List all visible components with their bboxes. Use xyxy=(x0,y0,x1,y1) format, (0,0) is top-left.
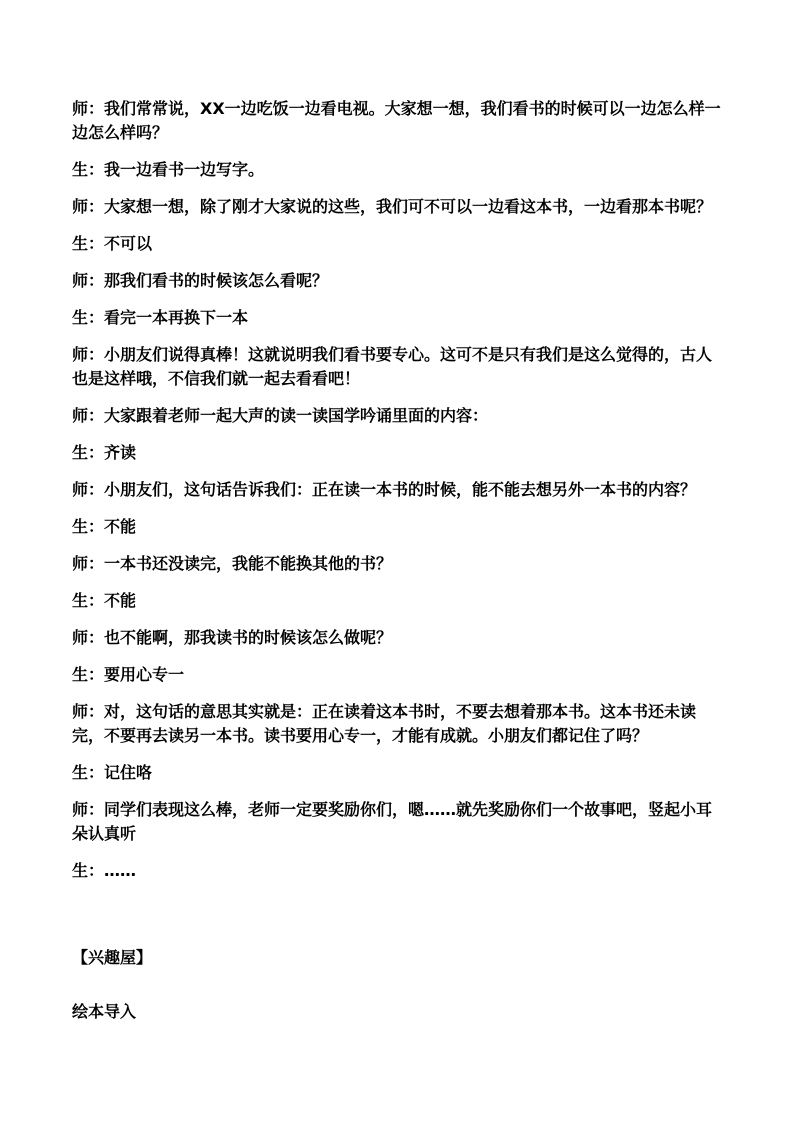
dialogue-line: 生：要用心专一 xyxy=(72,665,185,684)
dialogue-line: 生：不能 xyxy=(72,591,137,610)
dialogue-line: 师：大家跟着老师一起大声的读一读国学吟诵里面的内容： xyxy=(72,406,489,425)
section-spacer xyxy=(72,896,727,946)
dialogue-line: 师：我们常常说，XX一边吃饭一边看电视。大家想一想，我们看书的时候可以一边怎么样一边怎么样吗？ xyxy=(72,99,721,142)
dialogue-line: 师：大家想一想，除了刚才大家说的这些，我们可不可以一边看这本书，一边看那本书呢？ xyxy=(72,197,713,216)
dialogue-line: 师：对，这句话的意思其实就是：正在读着这本书时，不要去想着那本书。这本书还未读完，不要再去读另一本书。读书要用心专一，才能有成就。小朋友们都记住了吗？ xyxy=(72,702,697,745)
section-title: 【兴趣屋】 xyxy=(72,948,153,967)
dialogue-line: 生：不可以 xyxy=(72,234,153,253)
dialogue-line: 师：也不能啊，那我读书的时候该怎么做呢？ xyxy=(72,628,393,647)
dialogue-line: 生：记住咯 xyxy=(72,763,153,782)
document-content xyxy=(72,97,727,1024)
dialogue-line: 师：一本书还没读完，我能不能换其他的书？ xyxy=(72,554,393,573)
dialogue-line: 生：齐读 xyxy=(72,443,137,462)
dialogue-line: 师：那我们看书的时候该怎么看呢？ xyxy=(72,271,329,290)
dialogue-line: 生：不能 xyxy=(72,517,137,536)
section-subtitle: 绘本导入 xyxy=(72,1002,137,1021)
dialogue-line: 师：小朋友们，这句话告诉我们：正在读一本书的时候，能不能去想另外一本书的内容？ xyxy=(72,480,697,499)
dialogue-line: 生：…… xyxy=(72,861,137,880)
dialogue-line: 生：我一边看书一边写字。 xyxy=(72,160,265,179)
dialogue-line: 师：小朋友们说得真棒！这就说明我们看书要专心。这可不是只有我们是这么觉得的，古人也是这样哦，不信我们就一起去看看吧！ xyxy=(72,345,713,388)
dialogue-line: 生：看完一本再换下一本 xyxy=(72,308,249,327)
dialogue-line: 师：同学们表现这么棒，老师一定要奖励你们，嗯……就先奖励你们一个故事吧，竖起小耳朵认真听 xyxy=(72,800,713,843)
